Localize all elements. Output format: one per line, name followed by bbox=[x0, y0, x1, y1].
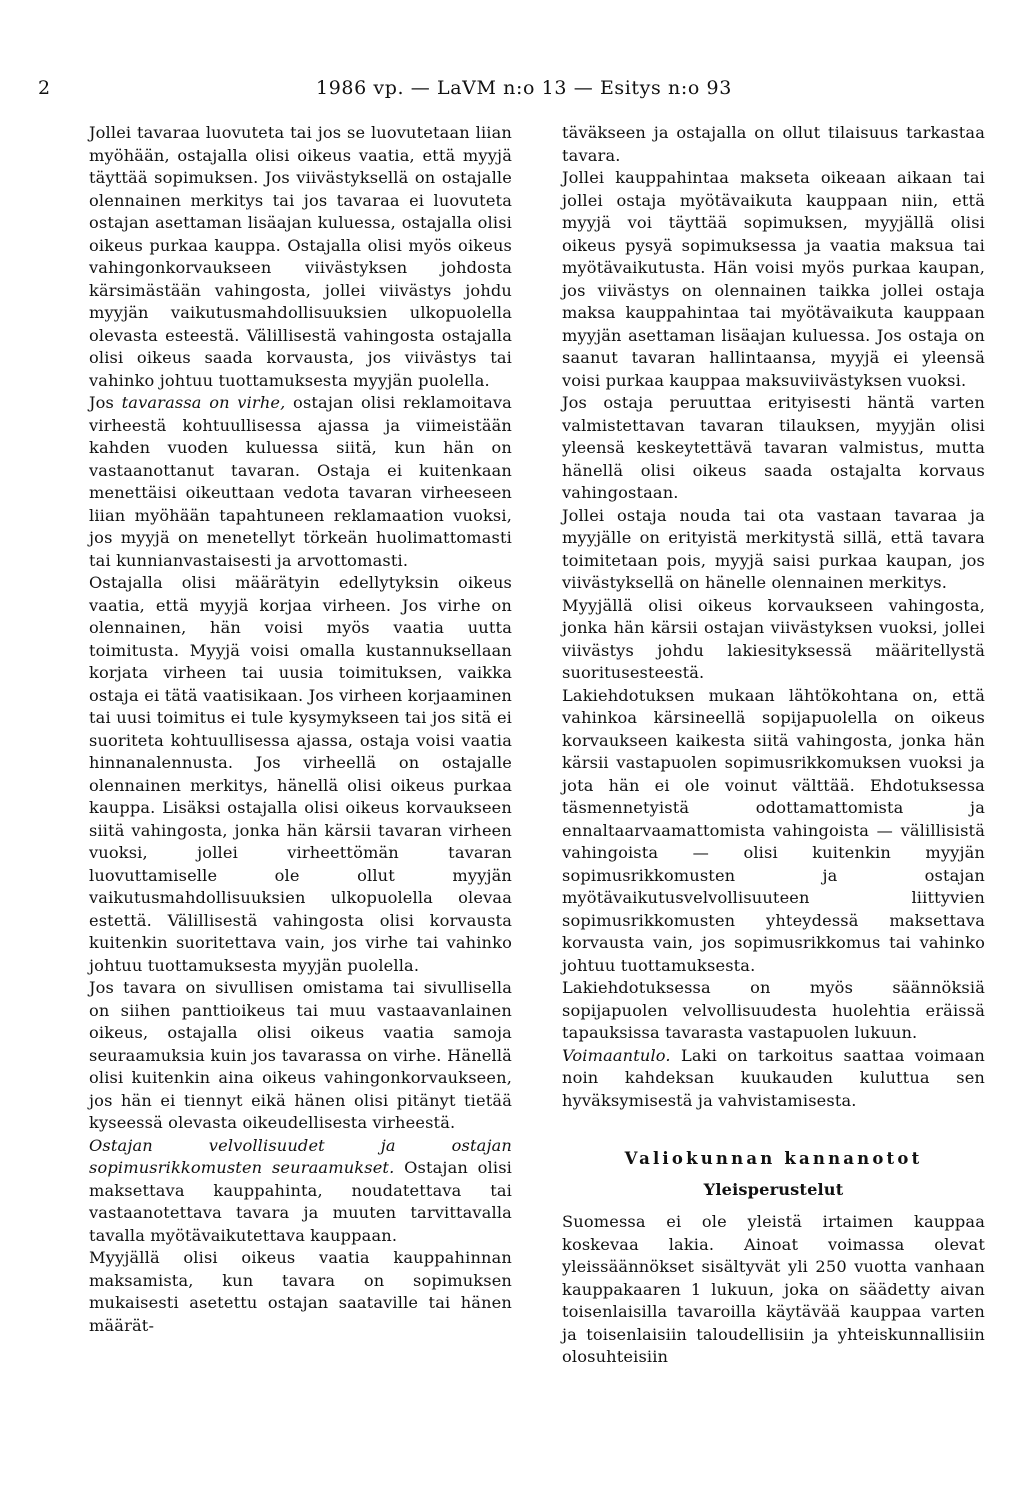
paragraph bbox=[89, 1135, 512, 1248]
paragraph: Jollei kauppahintaa makseta oikeaan aikaan tai jollei ostaja myötävaikuta kauppaan niin, että myyjä voi täyttää sopimuksen, myyjällä olisi oikeus pysyä sopimuksessa ja vaatia maksua tai myötävaikutusta. Hän voisi myös purkaa kaupan, jos viivästys on olennainen taikka jollei ostaja maksa kauppahintaa tai myötävaikuta kauppaan myyjän asettaman lisäajan kuluessa. Jos ostaja on saanut tavaran hallintaansa, myyjä ei yleensä voisi purkaa kauppaa maksuviivästyksen vuoksi. bbox=[562, 168, 985, 390]
paragraph-text: Ostajan olisi maksettava kauppahinta, noudatettava tai vastaanotettava tavara ja muuten tarvittavalla tavalla myötävaikutettava kauppaan. bbox=[89, 1158, 512, 1245]
italic-heading: Ostajan velvollisuudet ja ostajan sopimusrikkomusten seuraamukset. bbox=[89, 1135, 512, 1177]
sub-heading: Yleisperustelut bbox=[703, 1179, 844, 1199]
section-heading: Valiokunnan kannanotot bbox=[624, 1149, 923, 1168]
page-header bbox=[38, 74, 988, 102]
paragraph: Suomessa ei ole yleistä irtaimen kauppaa koskevaa lakia. Ainoat voimassa olevat yleissäännökset sisältyvät yli 250 vuotta vanhaan kauppakaaren 1 lukuun, joka on säädetty aivan toisenlaisilla tavaroilla käytävää kauppaa varten ja toisenlaisiin taloudellisiin ja yhteiskunnallisiin olosuhteisiin bbox=[562, 1212, 985, 1366]
paragraph: Jos tavara on sivullisen omistama tai sivullisella on siihen panttioikeus tai muu vastaavanlainen oikeus, ostajalla olisi oikeus vaatia samoja seuraamuksia kuin jos tavarassa on virhe. Hänellä olisi kuitenkin aina oikeus vahingonkorvaukseen, jos hän ei tiennyt eikä hänen olisi pitänyt tietää kyseessä olevasta oikeudellisesta virheestä. bbox=[89, 978, 512, 1132]
running-head: 1986 vp. — LaVM n:o 13 — Esitys n:o 93 bbox=[316, 77, 732, 99]
paragraph: Lakiehdotuksen mukaan lähtökohtana on, että vahinkoa kärsineellä sopijapuolella on oikeus korvaukseen kaikesta siitä vahingosta, jonka hän kärsii vastapuolen sopimusrikkomuksen vuoksi ja jota hän ei ole voinut välttää. Ehdotuksessa täsmennetyistä odottamattomista ja ennaltaarvaamattomista vahingoista — välillisistä vahingoista — olisi kuitenkin myyjän sopimusrikkomusten ja ostajan myötävaikutusvelvollisuuteen liittyvien sopimusrikkomusten yhteydessä maksettava korvausta vain, jos sopimusrikkomus tai vahinko johtuu tuottamuksesta. bbox=[562, 685, 985, 975]
paragraph-lead: Jos bbox=[89, 393, 122, 412]
paragraph: Jollei ostaja nouda tai ota vastaan tavaraa ja myyjälle on erityistä merkitystä sillä, että tavara toimitetaan pois, myyjä saisi purkaa kaupan, jos viivästyksellä on hänelle olennainen merkitys. bbox=[562, 505, 985, 592]
paragraph: Myyjällä olisi oikeus korvaukseen vahingosta, jonka hän kärsii ostajan viivästyksen vuoksi, jollei viivästys johdu lakiesityksessä määritellystä suoritusesteestä. bbox=[562, 595, 985, 682]
paragraph: Ostajalla olisi määrätyin edellytyksin oikeus vaatia, että myyjä korjaa virheen. Jos virhe on olennainen, hän voisi myös vaatia uutta toimitusta. Myyjä voisi omalla kustannuksellaan korjata virheen tai uusia toimituksen, vaikka ostaja ei tätä vaatisikaan. Jos virheen korjaaminen tai uusi toimitus ei tule kysymykseen tai jos sitä ei suoriteta kohtuullisessa ajassa, ostaja voisi vaatia hinnanalennusta. Jos virheellä on ostajalle olennainen merkitys, hänellä olisi oikeus purkaa kauppa. Lisäksi ostajalla olisi oikeus korvaukseen siitä vahingosta, jonka hän kärsii tavaran virheen vuoksi, jollei virheettömän tavaran luovuttamiselle ole ollut myyjän vaikutusmahdollisuuksien ulkopuolella olevaa estettä. Välillisestä vahingosta olisi korvausta kuitenkin suoritettava vain, jos virhe tai vahinko johtuu tuottamuksesta myyjän puolella. bbox=[89, 573, 512, 975]
paragraph bbox=[562, 1045, 985, 1113]
paragraph: Jollei tavaraa luovuteta tai jos se luovutetaan liian myöhään, ostajalla olisi oikeus vaatia, että myyjä täyttää sopimuksen. Jos viivästyksellä on ostajalle olennainen merkitys tai jos tavaraa ei luovuteta ostajan asettaman lisäajan kuluessa, ostajalla olisi oikeus purkaa kauppa. Ostajalla olisi myös oikeus vahingonkorvaukseen viivästyksen johdosta kärsimästään vahingosta, jollei viivästys johdu myyjän vaikutusmahdollisuuksien ulkopuolella olevasta esteestä. Välillisestä vahingosta ostajalla olisi oikeus saada korvausta, jos viivästys tai vahinko johtuu tuottamuksesta myyjän puolella. bbox=[89, 123, 512, 390]
left-column bbox=[89, 122, 512, 1337]
italic-term: tavarassa on virhe, bbox=[121, 393, 286, 412]
paragraph-text: ostajan olisi reklamoitava virheestä kohtuullisessa ajassa ja viimeistään kahden vuoden kuluessa siitä, kun hän on vastaanottanut tavaran. Ostaja ei kuitenkaan menettäisi oikeuttaan vedota tavaran virheeseen liian myöhään tapahtuneen reklamaation vuoksi, jos myyjä on menetellyt törkeän huolimattomasti tai kunnianvastaisesti ja arvottomasti. bbox=[89, 393, 512, 570]
paragraph: Lakiehdotuksessa on myös säännöksiä sopijapuolen velvollisuudesta huolehtia eräissä tapauksissa tavarasta vastapuolen lukuun. bbox=[562, 978, 985, 1042]
right-column bbox=[562, 122, 985, 1369]
paragraph: täväkseen ja ostajalla on ollut tilaisuus tarkastaa tavara. bbox=[562, 123, 985, 165]
paragraph: Jos ostaja peruuttaa erityisesti häntä varten valmistettavan tavaran tilauksen, myyjän olisi yleensä keskeytettävä tavaran valmistus, mutta hänellä olisi oikeus saada ostajalta korvaus vahingostaan. bbox=[562, 393, 985, 502]
paragraph-text: Laki on tarkoitus saattaa voimaan noin kahdeksan kuukauden kuluttua sen hyväksymisestä ja vahvistamisesta. bbox=[562, 1045, 985, 1110]
italic-heading: Voimaantulo. bbox=[562, 1045, 671, 1065]
page-number: 2 bbox=[38, 77, 51, 99]
paragraph bbox=[89, 392, 512, 572]
paragraph: Myyjällä olisi oikeus vaatia kauppahinnan maksamista, kun tavara on sopimuksen mukaisesti asetettu ostajan saataville tai hänen määrät- bbox=[89, 1248, 512, 1335]
